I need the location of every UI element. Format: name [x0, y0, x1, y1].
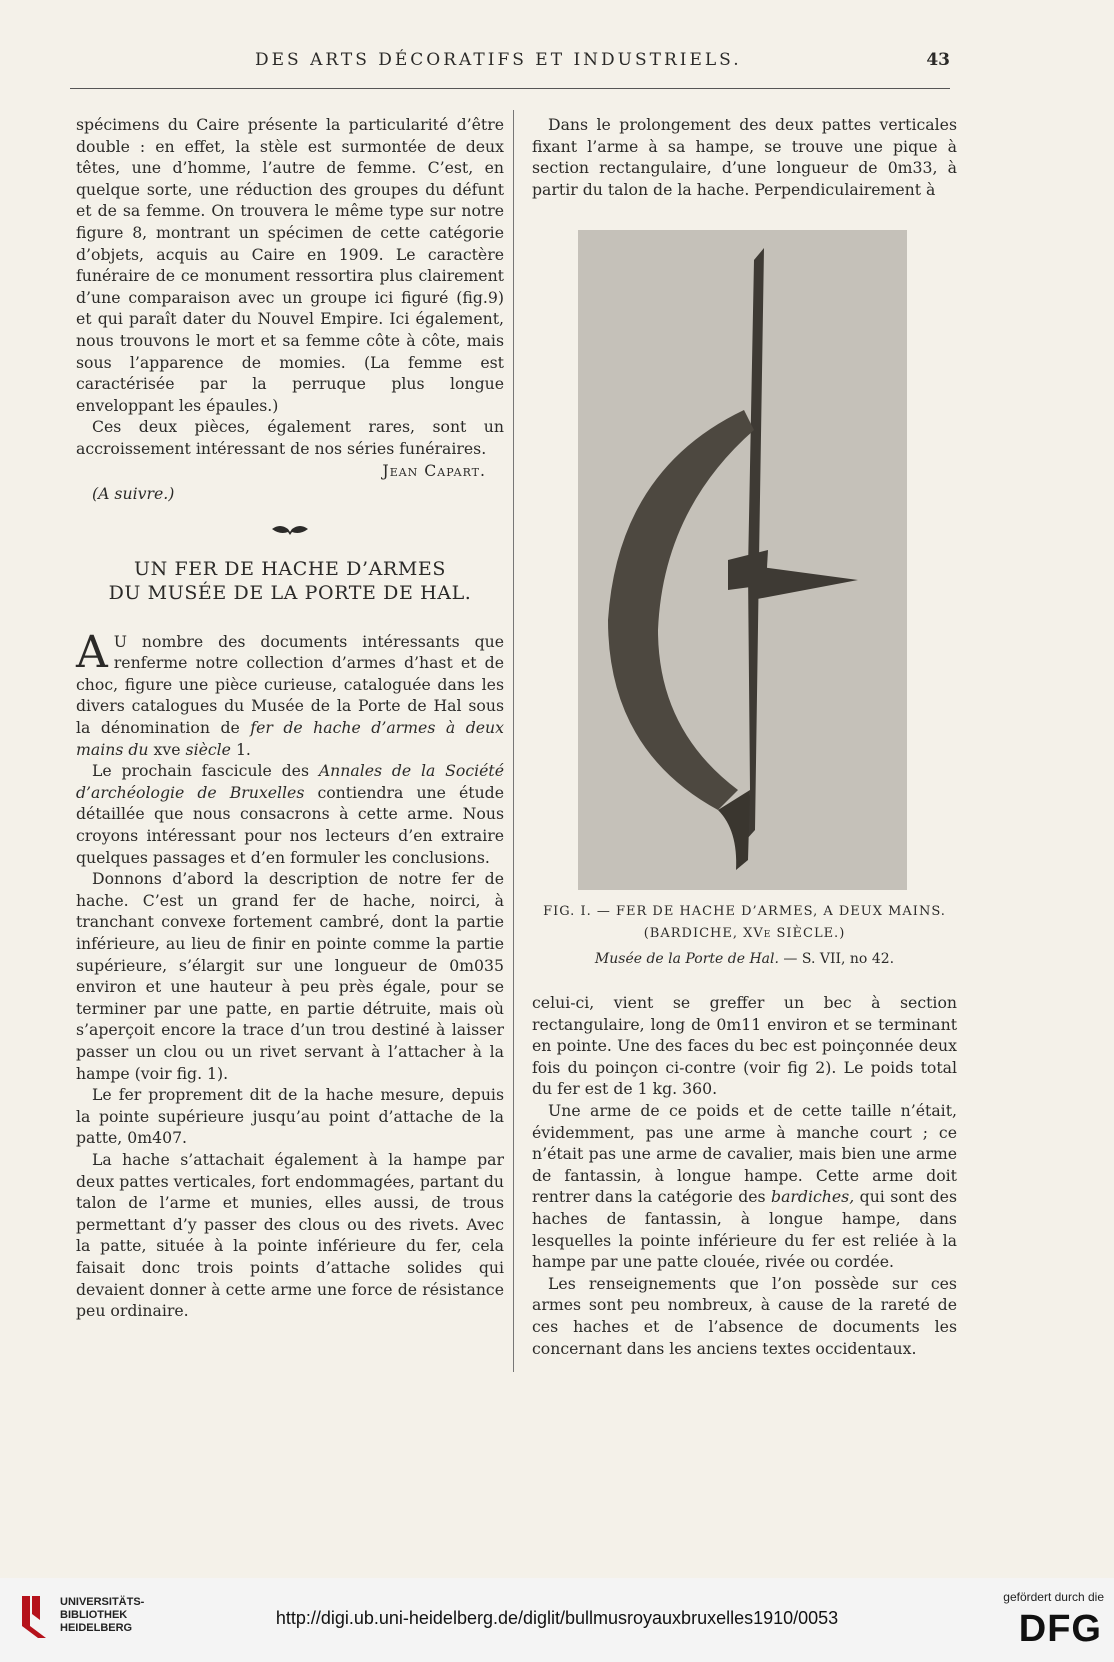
article-title-line: UN FER DE HACHE D’ARMES	[134, 557, 446, 580]
funded-by: gefördert durch die	[1003, 1590, 1104, 1604]
paragraph: A U nombre des documents intéressants que renferme notre collection d’armes d’hast et de choc, figure une pièce curieuse, cataloguée dans les divers catalogues du Musée de la Porte de Hal sous la dénomination de fer de hache d’armes à deux mains du xve siècle 1.	[76, 626, 505, 759]
paragraph: Le fer proprement dit de la hache mesure, depuis la pointe supérieure jusqu’au point d’attache de la patte, 0m407.	[76, 1085, 504, 1148]
column-rule	[513, 110, 514, 1372]
paragraph: celui-ci, vient se greffer un bec à section rectangulaire, long de 0m11 environ et se terminant en pointe. Une des faces du bec est poinçonnée deux fois du poinçon ci-contre (voir fig 2). Le poids total du fer est de 1 kg. 360.	[532, 993, 957, 1099]
right-column-bottom	[532, 992, 957, 1359]
dfg-logo: DFG	[1018, 1608, 1102, 1650]
page-number: 43	[926, 50, 950, 70]
paragraph: Le prochain fascicule des Annales de la Société d’archéologie de Bruxelles contiendra une étude détaillée que nous consacrons à cette arme. Nous croyons intéressant pour nos lecteurs d’en extraire quelques passages et d’en formuler les conclusions.	[76, 761, 505, 867]
figure-caption: FIG. I. — FER DE HACHE D’ARMES, A DEUX MAINS.	[543, 904, 946, 919]
paragraph: La hache s’attachait également à la hampe par deux pattes verticales, fort endommagées, partant du talon de l’arme et munies, elles aussi, de trous permettant d’y passer des clous ou des rivets. Avec la patte, située à la pointe inférieure du fer, cela faisait donc trois points d’attache solides qui devaient donner à cette arme une force de résistance peu ordinaire.	[76, 1149, 504, 1321]
paragraph: Dans le prolongement des deux pattes verticales fixant l’arme à sa hampe, se trouve une pique à section rectangulaire, d’une longueur de 0m33, à partir du talon de la hache. Perpendiculairement à	[532, 115, 957, 199]
running-head	[70, 50, 950, 78]
paragraph: Une arme de ce poids et de cette taille n’était, évidemment, pas une arme à manche court ; ce n’était pas une arme de cavalier, mais bien une arme de fantassin, à longue hampe. Cette arme doit rentrer dans la catégorie des bardiches, qui sont des haches de fantassin, à longue hampe, dans lesquelles la pointe inférieure du fer est reliée à la hampe par une patte clouée, rivée ou cordée.	[532, 1100, 957, 1272]
paragraph: Donnons d’abord la description de notre fer de hache. C’est un grand fer de hache, noirci, à tranchant convexe fortement cambré, dont la partie inférieure, au lieu de finir en pointe comme la partie supérieure, s’élargit sur une longueur de 0m035 environ et une hauteur à peu près égale, pour se terminer par une patte, en partie détruite, mais où s’aperçoit encore la trace d’un trou destiné à laisser passer un clou ou un rivet servant à l’attacher à la hampe (voir fig. 1).	[76, 869, 504, 1083]
right-column-top	[532, 114, 957, 200]
footer-bar	[0, 1578, 1114, 1662]
axe-head-icon	[578, 230, 907, 890]
drop-cap: A	[76, 626, 108, 678]
left-column	[76, 114, 504, 1322]
article-title	[76, 557, 504, 605]
running-title: DES ARTS DÉCORATIFS ET INDUSTRIELS.	[255, 50, 742, 70]
paragraph: Ces deux pièces, également rares, sont un accroissement intéressant de nos séries funéraires.	[76, 417, 504, 458]
header-rule	[70, 88, 950, 89]
article-title-line: DU MUSÉE DE LA PORTE DE HAL.	[108, 581, 472, 604]
library-name: UNIVERSITÄTS- BIBLIOTHEK HEIDELBERG	[60, 1596, 145, 1634]
halberd-photo	[578, 230, 907, 890]
source-link[interactable]: http://digi.ub.uni-heidelberg.de/diglit/bullmusroyauxbruxelles1910/0053	[275, 1608, 839, 1628]
to-be-continued: (A suivre.)	[92, 484, 175, 504]
paragraph: Les renseignements que l’on possède sur ces armes sont peu nombreux, à cause de la rareté de ces haches et de l’absence de documents les concernant dans les anciens textes occidentaux.	[532, 1273, 957, 1358]
ornament-icon	[270, 523, 310, 537]
figure-caption-source: Musée de la Porte de Hal. — S. VII, no 42.	[594, 951, 895, 967]
figure-caption: (BARDICHE, XVe SIÈCLE.)	[643, 926, 846, 941]
paragraph: spécimens du Caire présente la particularité d’être double : en effet, la stèle est surmontée de deux têtes, une d’homme, l’autre de femme. C’est, en quelque sorte, une réduction des groupes du défunt et de sa femme. On trouvera le même type sur notre figure 8, montrant un spécimen de cette catégorie d’objets, acquis au Caire en 1909. Le caractère funéraire de ce monument ressortira plus clairement d’une comparaison avec un groupe ici figuré (fig.9) et qui paraît dater du Nouvel Empire. Ici également, nous trouvons le mort et sa femme côte à côte, mais sous l’apparence de momies. (La femme est caractérisée par la perruque plus longue enveloppant les épaules.)	[76, 115, 504, 415]
author-signature: Jean Capart.	[382, 460, 486, 480]
